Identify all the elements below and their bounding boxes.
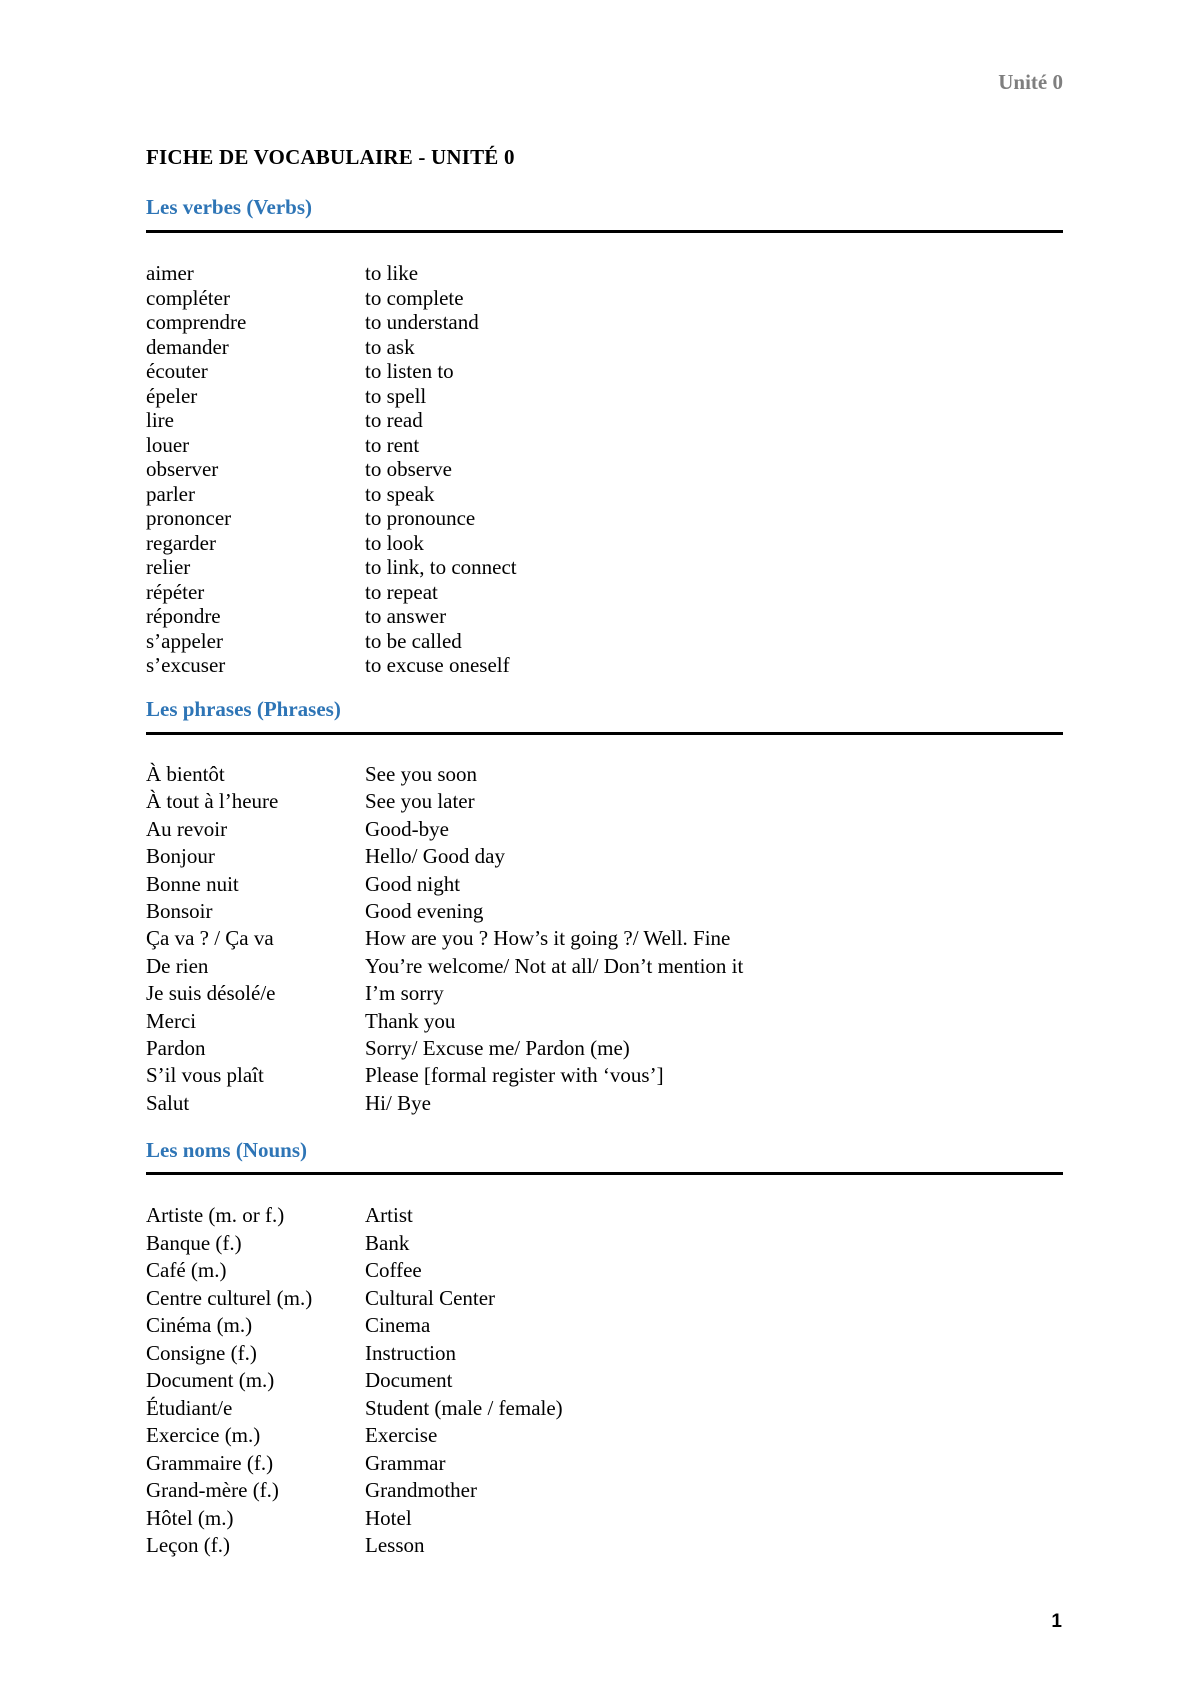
french-term: Étudiant/e	[146, 1395, 233, 1420]
section-heading-verbs: Les verbes (Verbs)	[146, 195, 313, 219]
english-translation: to observe	[365, 457, 452, 481]
french-term: Ça va ? / Ça va	[146, 926, 274, 951]
french-term: Au revoir	[146, 816, 228, 841]
french-term: Café (m.)	[146, 1258, 227, 1282]
english-translation: to speak	[365, 481, 435, 506]
vocab-row	[146, 482, 1063, 507]
english-translation: See you later	[365, 789, 475, 814]
english-translation: You’re welcome/ Not at all/ Don’t mention it	[365, 953, 744, 978]
vocab-row	[146, 1202, 1063, 1230]
french-term: relier	[146, 555, 191, 579]
english-translation: Coffee	[365, 1258, 422, 1282]
french-term: compléter	[146, 285, 230, 310]
french-term: demander	[146, 334, 229, 359]
french-term: lire	[146, 408, 174, 432]
english-translation: to ask	[365, 334, 415, 359]
french-term: Je suis désolé/e	[146, 981, 276, 1006]
french-term: Grammaire (f.)	[146, 1450, 274, 1475]
english-translation: to be called	[365, 628, 462, 653]
french-term: À tout à l’heure	[146, 789, 279, 814]
french-term: Bonjour	[146, 844, 215, 869]
french-term: Artiste (m. or f.)	[146, 1203, 285, 1227]
vocab-row	[146, 925, 1063, 952]
vocab-row	[146, 408, 1063, 433]
english-translation: Grandmother	[365, 1478, 477, 1502]
french-term: comprendre	[146, 310, 247, 334]
english-translation: Cinema	[365, 1313, 431, 1337]
english-translation: to spell	[365, 383, 427, 408]
english-translation: to complete	[365, 285, 464, 310]
vocab-row	[146, 1340, 1063, 1368]
french-term: Hôtel (m.)	[146, 1505, 234, 1530]
french-term: Bonne nuit	[146, 871, 239, 896]
section-divider-nouns	[146, 1172, 1063, 1175]
vocab-row	[146, 506, 1063, 531]
english-translation: How are you ? How’s it going ?/ Well. Fine	[365, 926, 731, 951]
english-translation: Document	[365, 1368, 453, 1392]
vocab-row	[146, 1312, 1063, 1340]
vocab-row	[146, 1035, 1063, 1062]
section-divider-phrases	[146, 732, 1063, 735]
vocab-row	[146, 1505, 1063, 1533]
vocab-row	[146, 531, 1063, 556]
french-term: Exercice (m.)	[146, 1423, 261, 1447]
vocab-row	[146, 1532, 1063, 1560]
english-translation: Lesson	[365, 1533, 425, 1557]
vocab-row	[146, 1062, 1063, 1089]
section-heading-phrases: Les phrases (Phrases)	[146, 697, 341, 721]
french-term: épeler	[146, 383, 198, 408]
french-term: Document (m.)	[146, 1368, 275, 1392]
english-translation: Artist	[365, 1203, 413, 1227]
vocab-row	[146, 286, 1063, 311]
vocab-row	[146, 335, 1063, 360]
french-term: Pardon	[146, 1035, 206, 1060]
french-term: À bientôt	[146, 762, 225, 786]
vocab-row	[146, 871, 1063, 898]
vocab-row	[146, 580, 1063, 605]
vocab-row	[146, 653, 1063, 678]
english-translation: to rent	[365, 432, 420, 457]
vocab-row	[146, 898, 1063, 925]
french-term: regarder	[146, 530, 216, 555]
english-translation: to understand	[365, 310, 479, 334]
verbs-list	[146, 261, 1063, 678]
page-number: 1	[1051, 1611, 1062, 1632]
french-term: répéter	[146, 579, 205, 604]
english-translation: Grammar	[365, 1450, 446, 1475]
english-translation: to listen to	[365, 359, 454, 383]
english-translation: Cultural Center	[365, 1285, 496, 1310]
english-translation: Hi/ Bye	[365, 1090, 431, 1115]
vocab-row	[146, 359, 1063, 384]
vocab-row	[146, 953, 1063, 980]
vocab-row	[146, 1395, 1063, 1423]
english-translation: Good-bye	[365, 816, 449, 841]
vocab-row	[146, 261, 1063, 286]
english-translation: to repeat	[365, 579, 438, 604]
vocab-row	[146, 1477, 1063, 1505]
vocab-row	[146, 629, 1063, 654]
english-translation: to excuse oneself	[365, 653, 510, 677]
vocab-row	[146, 761, 1063, 788]
section-heading-nouns: Les noms (Nouns)	[146, 1138, 308, 1162]
header-unit-label: Unité 0	[998, 70, 1063, 94]
vocab-row	[146, 1367, 1063, 1395]
french-term: Centre culturel (m.)	[146, 1285, 313, 1310]
french-term: écouter	[146, 359, 208, 383]
vocab-row	[146, 1257, 1063, 1285]
french-term: aimer	[146, 261, 194, 285]
english-translation: to link, to connect	[365, 555, 517, 579]
english-translation: to answer	[365, 604, 447, 628]
vocab-row	[146, 1450, 1063, 1478]
english-translation: to like	[365, 261, 419, 285]
french-term: Merci	[146, 1008, 197, 1033]
french-term: Grand-mère (f.)	[146, 1478, 279, 1502]
french-term: louer	[146, 432, 190, 457]
french-term: répondre	[146, 604, 221, 628]
english-translation: Please [formal register with ‘vous’]	[365, 1063, 664, 1088]
vocab-row	[146, 1285, 1063, 1313]
french-term: Consigne (f.)	[146, 1340, 257, 1365]
vocab-row	[146, 1230, 1063, 1258]
english-translation: Exercise	[365, 1423, 438, 1447]
english-translation: Good evening	[365, 898, 484, 923]
french-term: S’il vous plaît	[146, 1063, 264, 1088]
document-title: FICHE DE VOCABULAIRE - UNITÉ 0	[146, 145, 515, 169]
french-term: observer	[146, 457, 219, 481]
english-translation: I’m sorry	[365, 981, 444, 1006]
french-term: s’appeler	[146, 628, 223, 653]
english-translation: Good night	[365, 871, 461, 896]
vocab-row	[146, 843, 1063, 870]
section-divider-verbs	[146, 230, 1063, 233]
vocab-row	[146, 310, 1063, 335]
phrases-list	[146, 761, 1063, 1117]
nouns-list	[146, 1202, 1063, 1560]
french-term: Banque (f.)	[146, 1230, 242, 1255]
vocab-row	[146, 1008, 1063, 1035]
english-translation: Sorry/ Excuse me/ Pardon (me)	[365, 1035, 630, 1060]
french-term: De rien	[146, 953, 209, 978]
vocab-row	[146, 816, 1063, 843]
vocab-row	[146, 384, 1063, 409]
vocab-row	[146, 788, 1063, 815]
vocab-row	[146, 604, 1063, 629]
english-translation: Hotel	[365, 1505, 412, 1530]
english-translation: Thank you	[365, 1008, 456, 1033]
english-translation: to pronounce	[365, 506, 476, 530]
vocab-row	[146, 980, 1063, 1007]
french-term: Leçon (f.)	[146, 1533, 230, 1557]
french-term: Cinéma (m.)	[146, 1313, 253, 1337]
french-term: Bonsoir	[146, 898, 213, 923]
vocab-row	[146, 555, 1063, 580]
french-term: parler	[146, 481, 195, 506]
french-term: s’excuser	[146, 653, 226, 677]
english-translation: See you soon	[365, 762, 477, 786]
french-term: Salut	[146, 1090, 190, 1115]
vocab-row	[146, 457, 1063, 482]
english-translation: Instruction	[365, 1340, 456, 1365]
french-term: prononcer	[146, 506, 232, 530]
vocab-row	[146, 433, 1063, 458]
vocab-row	[146, 1090, 1063, 1117]
vocab-row	[146, 1422, 1063, 1450]
english-translation: to read	[365, 408, 423, 432]
english-translation: to look	[365, 530, 424, 555]
english-translation: Student (male / female)	[365, 1395, 563, 1420]
english-translation: Hello/ Good day	[365, 844, 505, 869]
english-translation: Bank	[365, 1230, 410, 1255]
